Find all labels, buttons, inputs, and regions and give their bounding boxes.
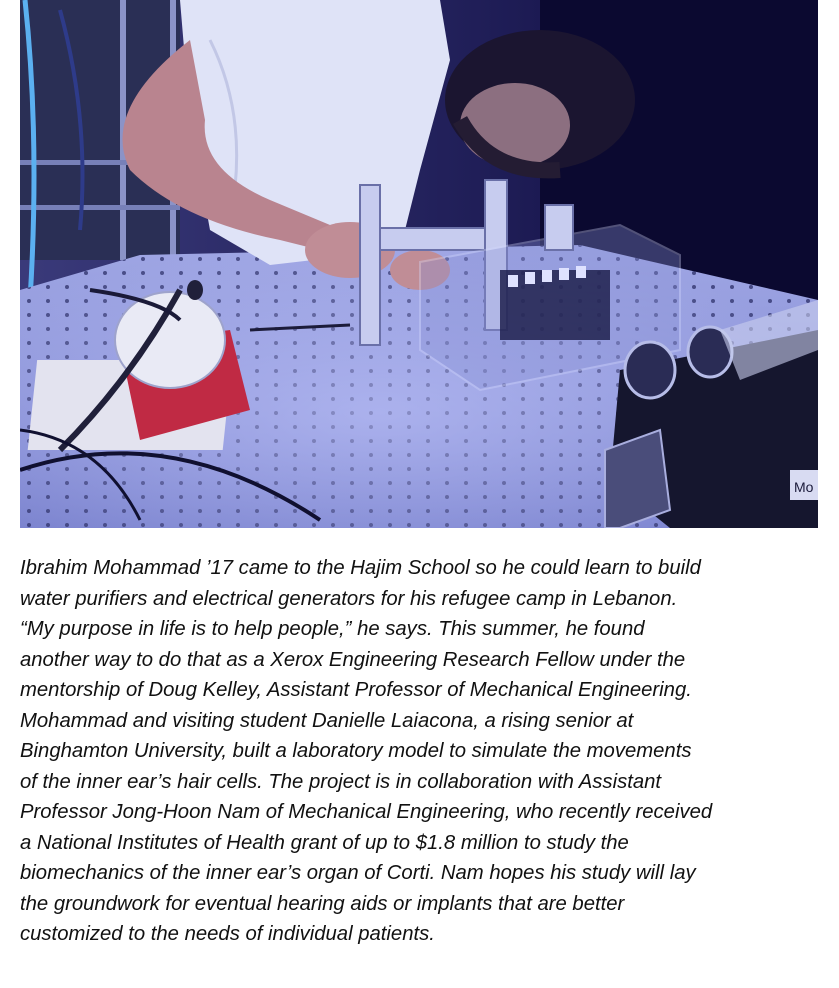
- caption-line: Ibrahim Mohammad ’17 came to the Hajim School so he could learn to build: [20, 557, 701, 579]
- caption-line: mentorship of Doug Kelley, Assistant Professor of Mechanical Engineering.: [20, 679, 692, 701]
- device-label: Mo: [794, 479, 814, 495]
- photo-caption: [20, 553, 825, 950]
- caption-line: Mohammad and visiting student Danielle Laiacona, a rising senior at: [20, 709, 634, 732]
- lab-photo: [20, 0, 818, 528]
- caption-line: a National Institutes of Health grant of up to $1.8 million to study the: [20, 831, 629, 854]
- caption-line: water purifiers and electrical generators for his refugee camp in Lebanon.: [20, 587, 678, 610]
- caption-line: “My purpose in life is to help people,” he says. This summer, he found: [20, 618, 645, 640]
- caption-line: biomechanics of the inner ear’s organ of Corti. Nam hopes his study will lay: [20, 862, 696, 884]
- caption-line: Binghamton University, built a laboratory model to simulate the movements: [20, 740, 692, 762]
- caption-line: the groundwork for eventual hearing aids or implants that are better: [20, 892, 625, 915]
- caption-line: another way to do that as a Xerox Engineering Research Fellow under the: [20, 648, 686, 671]
- caption-line: Professor Jong-Hoon Nam of Mechanical Engineering, who recently received: [20, 801, 713, 823]
- caption-line: of the inner ear’s hair cells. The project is in collaboration with Assistant: [20, 770, 662, 793]
- caption-line: customized to the needs of individual patients.: [20, 923, 435, 945]
